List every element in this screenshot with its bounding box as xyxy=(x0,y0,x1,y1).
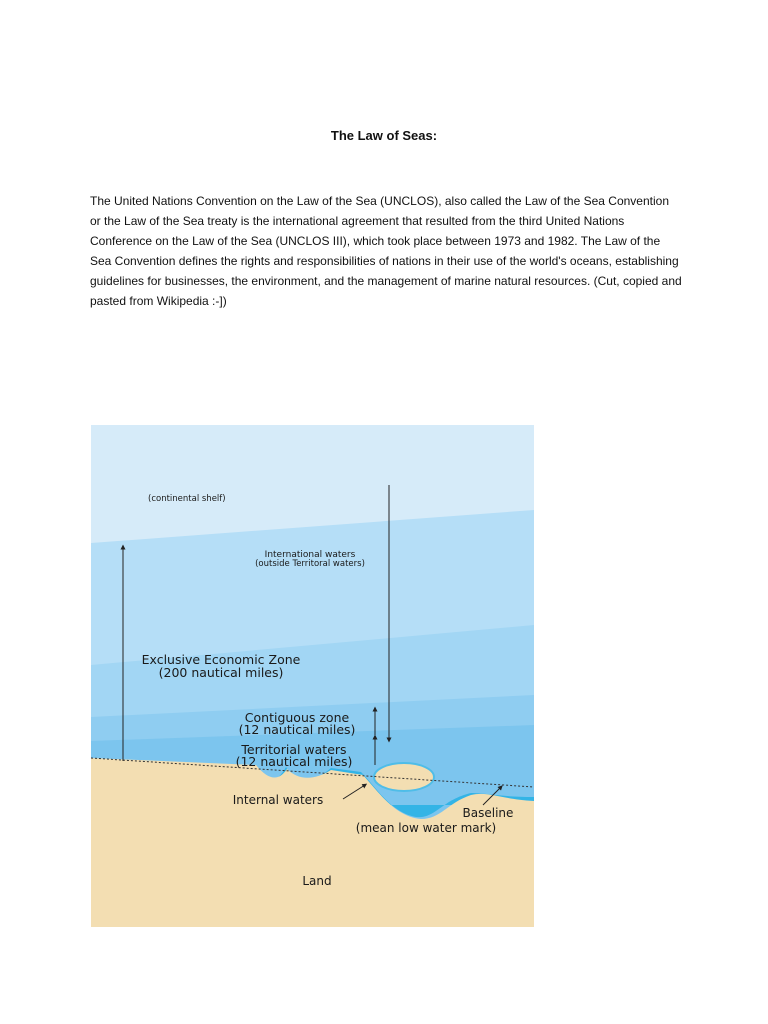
page-title: The Law of Seas: xyxy=(330,128,438,143)
contiguous-title: Contiguous zone xyxy=(244,710,350,725)
baseline-label: Baseline xyxy=(462,806,514,820)
continental-shelf-label: (continental shelf) xyxy=(148,494,226,504)
eez-range: (200 nautical miles) xyxy=(158,665,284,680)
internal-waters-label: Internal waters xyxy=(232,793,324,807)
land-label: Land xyxy=(302,874,332,888)
territorial-title: Territorial waters xyxy=(241,742,347,757)
contiguous-range: (12 nautical miles) xyxy=(238,722,356,737)
international-waters-note: (outside Territoral waters) xyxy=(255,559,365,569)
body-paragraph: The United Nations Convention on the Law of the Sea (UNCLOS), also called the Law of the Sea Convention or the Law of the Sea treaty is the international agreement that resulted from the third United Nations Conference on the Law of the Sea (UNCLOS III), which took place between 1973 and 1982. The Law of the Sea Convention defines the rights and responsibilities of nations in their use of the world's oceans, establishing guidelines for businesses, the environment, and the management of marine natural resources. (Cut, copied and pasted from Wikipedia :-]) xyxy=(90,194,682,308)
law-of-sea-diagram xyxy=(91,425,534,927)
international-waters-label: International waters xyxy=(264,550,356,560)
eez-title: Exclusive Economic Zone xyxy=(141,652,301,667)
baseline-note: (mean low water mark) xyxy=(355,821,497,835)
territorial-range: (12 nautical miles) xyxy=(235,754,353,769)
